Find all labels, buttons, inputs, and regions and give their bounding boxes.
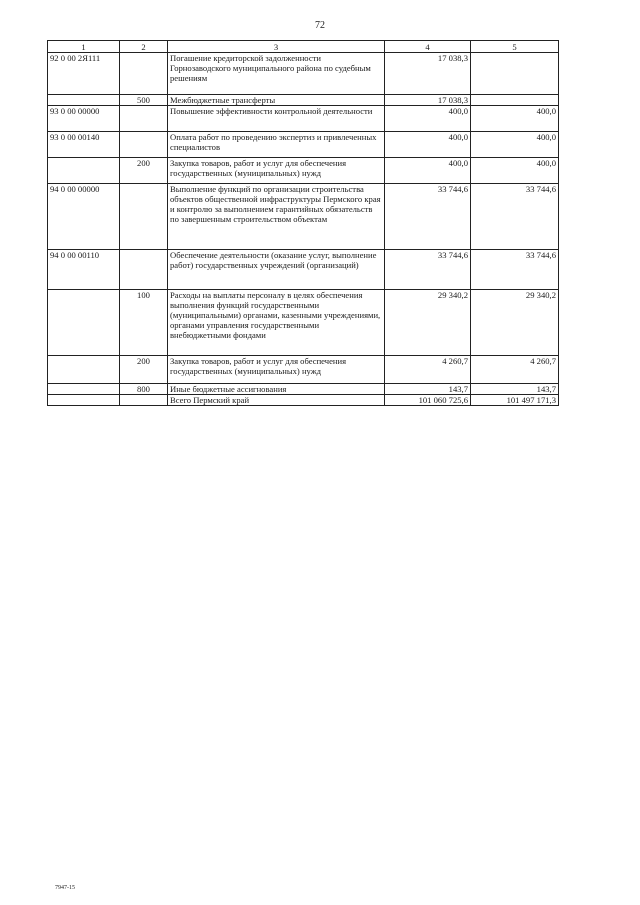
table-row	[48, 132, 559, 158]
amount-cell: 17 038,3	[385, 95, 471, 106]
amount-cell	[471, 95, 559, 106]
type-cell: 500	[120, 95, 168, 106]
amount-cell: 33 744,6	[471, 184, 559, 250]
document-code: 7947-15	[55, 885, 75, 891]
column-header: 2	[120, 41, 168, 53]
table-row	[48, 106, 559, 132]
code-cell	[48, 158, 120, 184]
table-header-row	[48, 41, 559, 53]
type-cell: 100	[120, 290, 168, 356]
description-cell: Закупка товаров, работ и услуг для обеспечения государственных (муниципальных) нужд	[168, 356, 385, 384]
column-header: 3	[168, 41, 385, 53]
type-cell	[120, 250, 168, 290]
description-cell: Закупка товаров, работ и услуг для обеспечения государственных (муниципальных) нужд	[168, 158, 385, 184]
type-cell	[120, 106, 168, 132]
description-cell: Погашение кредиторской задолженности Горнозаводского муниципального района по судебным решениям	[168, 53, 385, 95]
description-cell: Оплата работ по проведению экспертиз и привлеченных специалистов	[168, 132, 385, 158]
type-cell: 200	[120, 356, 168, 384]
total-amount: 101 497 171,3	[471, 395, 559, 406]
amount-cell: 29 340,2	[385, 290, 471, 356]
description-cell: Обеспечение деятельности (оказание услуг, выполнение работ) государственных учреждений (организаций)	[168, 250, 385, 290]
code-cell	[48, 290, 120, 356]
amount-cell: 400,0	[471, 106, 559, 132]
table-row	[48, 53, 559, 95]
amount-cell: 400,0	[385, 106, 471, 132]
description-cell: Выполнение функций по организации строительства объектов общественной инфраструктуры Пермского края и контролю за выполнением гарантийных обязательств по завершенным строительством объектам	[168, 184, 385, 250]
amount-cell: 4 260,7	[385, 356, 471, 384]
code-cell: 92 0 00 2Я111	[48, 53, 120, 95]
type-cell	[120, 184, 168, 250]
column-header: 4	[385, 41, 471, 53]
amount-cell: 400,0	[471, 158, 559, 184]
type-cell	[120, 53, 168, 95]
total-amount: 101 060 725,6	[385, 395, 471, 406]
amount-cell: 17 038,3	[385, 53, 471, 95]
description-cell: Повышение эффективности контрольной деятельности	[168, 106, 385, 132]
description-cell: Иные бюджетные ассигнования	[168, 384, 385, 395]
amount-cell: 33 744,6	[385, 250, 471, 290]
description-cell: Межбюджетные трансферты	[168, 95, 385, 106]
table-row	[48, 158, 559, 184]
total-label: Всего Пермский край	[168, 395, 385, 406]
amount-cell: 400,0	[385, 158, 471, 184]
amount-cell: 4 260,7	[471, 356, 559, 384]
amount-cell: 143,7	[385, 384, 471, 395]
code-cell: 94 0 00 00110	[48, 250, 120, 290]
type-cell	[120, 132, 168, 158]
amount-cell: 33 744,6	[385, 184, 471, 250]
type-cell: 200	[120, 158, 168, 184]
code-cell	[48, 95, 120, 106]
code-cell: 94 0 00 00000	[48, 184, 120, 250]
code-cell	[48, 356, 120, 384]
description-cell: Расходы на выплаты персоналу в целях обеспечения выполнения функций государственными (муниципальными) органами, казенными учреждениями, органами управления государственными внебюджетными фондами	[168, 290, 385, 356]
code-cell: 93 0 00 00000	[48, 106, 120, 132]
column-header: 1	[48, 41, 120, 53]
table-row	[48, 250, 559, 290]
total-row	[48, 395, 559, 406]
amount-cell: 143,7	[471, 384, 559, 395]
column-header: 5	[471, 41, 559, 53]
amount-cell	[471, 53, 559, 95]
type-cell	[120, 395, 168, 406]
amount-cell: 29 340,2	[471, 290, 559, 356]
table-row	[48, 384, 559, 395]
code-cell	[48, 395, 120, 406]
amount-cell: 400,0	[385, 132, 471, 158]
code-cell: 93 0 00 00140	[48, 132, 120, 158]
amount-cell: 400,0	[471, 132, 559, 158]
page-number: 72	[315, 20, 325, 31]
table-row	[48, 356, 559, 384]
type-cell: 800	[120, 384, 168, 395]
table-row	[48, 290, 559, 356]
amount-cell: 33 744,6	[471, 250, 559, 290]
table-row	[48, 95, 559, 106]
code-cell	[48, 384, 120, 395]
budget-table	[47, 40, 559, 406]
table-row	[48, 184, 559, 250]
